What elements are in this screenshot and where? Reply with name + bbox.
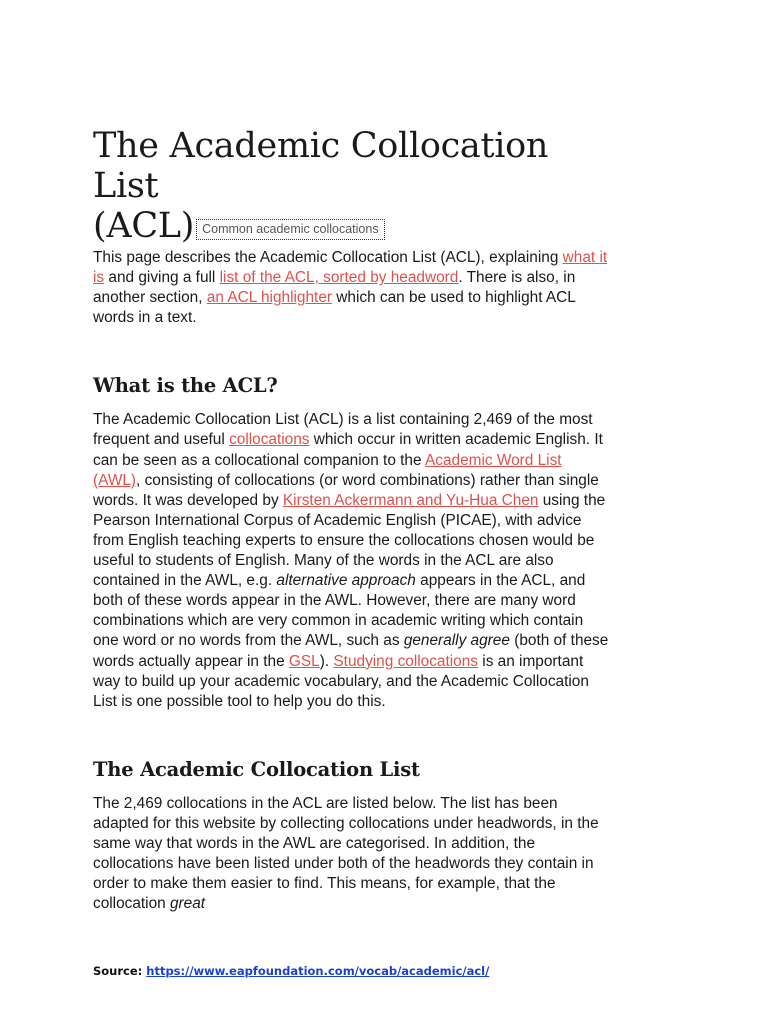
body-text: using the Pearson International Corpus of Academic English (PICAE), with advice from English teaching experts to ensure the collocations chosen would be useful to students of English. Many of the words in the ACL are also contained in the AWL, e.g.: [93, 491, 606, 590]
section-heading-acl-list: The Academic Collocation List: [93, 757, 420, 781]
example-alternative-approach: alternative approach: [276, 572, 416, 590]
intro-paragraph: [93, 248, 613, 328]
collocations-link[interactable]: collocations: [229, 431, 310, 449]
authors-link[interactable]: Kirsten Ackermann and Yu-Hua Chen: [282, 491, 539, 509]
article: [93, 126, 613, 914]
abbreviation-tooltip: Common academic collocations: [196, 219, 384, 240]
body-text: The Academic Collocation List (ACL) is a list containing 2,469 of the most frequent and useful: [93, 411, 593, 449]
body-text: which occur in written academic English. It can be seen as a collocational companion to the: [93, 431, 603, 469]
acl-highlighter-link[interactable]: an ACL highlighter: [206, 289, 333, 307]
source-label: Source:: [93, 964, 147, 978]
intro-text: . There is also, in another section,: [93, 269, 576, 307]
page-title-line2: (ACL): [93, 206, 195, 246]
acl-list-paragraph: [93, 794, 613, 915]
gsl-link[interactable]: GSL: [288, 652, 320, 670]
body-text: , consisting of collocations (or word combinations) rather than single words. It was developed by: [93, 471, 599, 509]
awl-link[interactable]: Academic Word List (AWL): [93, 451, 562, 489]
body-text: ).: [319, 652, 334, 670]
intro-text: This page describes the Academic Collocation List (ACL), explaining: [93, 249, 563, 266]
body-text: (both of these words actually appear in the: [93, 632, 609, 670]
source-url-link[interactable]: https://www.eapfoundation.com/vocab/academic/acl/: [146, 964, 490, 978]
source-footer: [93, 963, 489, 979]
intro-text: and giving a full: [104, 269, 220, 287]
page-title-line1: The Academic Collocation List: [93, 126, 549, 206]
body-text: is an important way to build up your academic vocabulary, and the Academic Collocation List is one possible tool to help you do this.: [93, 652, 589, 710]
studying-collocations-link[interactable]: Studying collocations: [333, 652, 478, 670]
section-heading-what-is-acl: What is the ACL?: [93, 374, 278, 398]
example-generally-agree: generally agree: [403, 632, 510, 650]
acl-list-link[interactable]: list of the ACL, sorted by headword: [219, 269, 459, 287]
what-it-is-link[interactable]: what it is: [93, 249, 608, 287]
what-is-acl-paragraph: [93, 410, 613, 711]
intro-text: which can be used to highlight ACL words in a text.: [93, 289, 576, 327]
body-text: The 2,469 collocations in the ACL are listed below. The list has been adapted for this website by collecting collocations under headwords, in the same way that words in the AWL are categorised. In addition, the collocations have been listed under both of the headwords they contain in order to make them easier to find. This means, for example, that the collocation: [93, 794, 599, 913]
example-great: great: [170, 895, 206, 913]
page-title: [93, 126, 613, 246]
body-text: appears in the ACL, and both of these words appear in the AWL. However, there are many word combinations which are very common in academic writing which contain one word or no words from the AWL, such as: [93, 572, 586, 650]
